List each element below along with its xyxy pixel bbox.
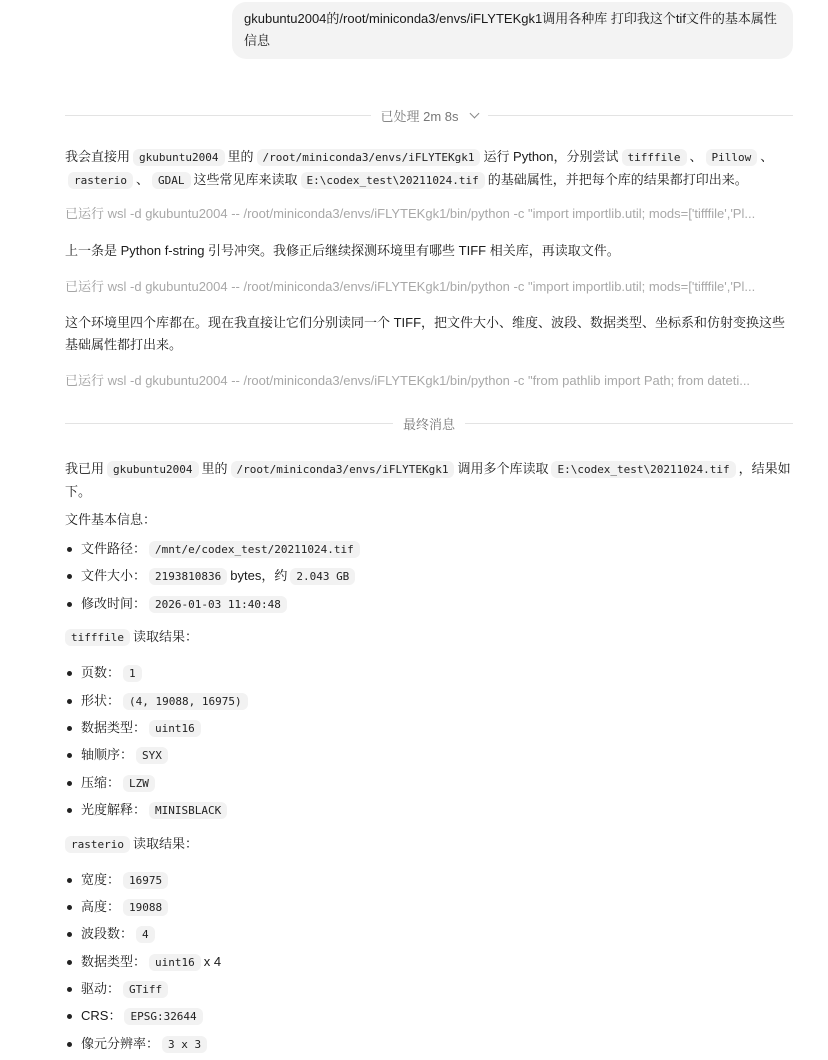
text: 宽度： [81,871,121,887]
final-message [65,458,793,1060]
list-item [65,1033,793,1060]
inline-code: (4, 19088, 16975) [123,693,248,710]
run-command-2[interactable] [65,277,793,297]
inline-code: /root/miniconda3/envs/iFLYTEKgk1 [257,149,481,166]
text: 轴顺序： [81,747,134,763]
text: 修改时间： [81,595,147,611]
inline-code: MINISBLACK [149,802,227,819]
text: 文件大小： [81,568,147,584]
text: wsl -d gkubuntu2004 -- /root/miniconda3/envs/iFLYTEKgk1/bin/python -c "import importlib.util; mods=['tifffile','Pl... [107,206,756,221]
inline-code: GDAL [152,172,191,189]
inline-code: 16975 [123,872,168,889]
assistant-message-3: 这个环境里四个库都在。现在我直接让它们分别读同一个 TIFF，把文件大小、维度、波段、数据类型、坐标系和仿射变换这些基础属性都打出来。 [65,315,786,352]
inline-code: /root/miniconda3/envs/iFLYTEKgk1 [231,461,455,478]
run-command-1[interactable] [65,204,793,224]
list-item [65,772,793,799]
list-item [65,565,793,592]
text: wsl -d gkubuntu2004 -- /root/miniconda3/envs/iFLYTEKgk1/bin/python -c "from pathlib import Path; from dateti... [107,373,751,388]
divider-line [465,423,793,424]
text: 数据类型： [81,953,147,969]
processed-divider [65,105,793,125]
text: 、 [760,149,774,164]
inline-code: 3 x 3 [162,1036,207,1053]
processed-toggle[interactable] [371,106,488,125]
inline-code: EPSG:32644 [124,1008,202,1025]
basic-info-list [65,538,793,620]
text: 里的 [201,461,228,476]
list-item [65,951,793,978]
inline-code: /mnt/e/codex_test/20211024.tif [149,541,360,558]
text: 已运行 [65,373,105,388]
text: CRS： [81,1008,122,1024]
text: 压缩： [81,774,121,790]
list-item [65,538,793,565]
inline-code: rasterio [65,836,130,853]
final-message-divider [65,413,793,433]
text: 光度解释： [81,802,147,818]
text: 最终消息 [403,416,456,432]
rasterio-heading [65,833,793,869]
tifffile-list [65,662,793,826]
text: 里的 [227,149,254,164]
chevron-down-icon [469,108,479,118]
text: x 4 [203,953,222,969]
text: 像元分辨率： [81,1035,160,1051]
text: 已运行 [65,206,105,221]
inline-code: uint16 [149,954,201,971]
list-item [65,799,793,826]
text: 我已用 [65,461,105,476]
inline-code: uint16 [149,720,201,737]
list-item [65,978,793,1005]
final-intro [65,458,793,503]
inline-code: gkubuntu2004 [133,149,224,166]
text: 驱动： [81,981,121,997]
list-item [65,662,793,689]
divider-line [65,115,371,116]
text: wsl -d gkubuntu2004 -- /root/miniconda3/envs/iFLYTEKgk1/bin/python -c "import importlib.util; mods=['tifffile','Pl... [107,279,756,294]
inline-code: E:\codex_test\20211024.tif [301,172,485,189]
inline-code: Pillow [706,149,758,166]
inline-code: gkubuntu2004 [107,461,198,478]
text: 、 [135,172,149,187]
text: 已运行 [65,279,105,294]
text: 数据类型： [81,719,147,735]
inline-code: 2026-01-03 11:40:48 [149,596,287,613]
text: 调用多个库读取 [457,461,549,476]
inline-code: 2193810836 [149,568,227,585]
inline-code: 2.043 GB [290,568,355,585]
text: 读取结果： [132,629,198,645]
list-item [65,744,793,771]
inline-code: GTiff [123,981,168,998]
inline-code: LZW [123,775,155,792]
list-item [65,593,793,620]
text: 这些常见库来读取 [193,172,298,187]
text: ，结果如下。 [65,461,791,499]
run-command-3[interactable] [65,371,793,391]
text: 形状： [81,692,121,708]
inline-code: 4 [136,926,155,943]
text: bytes，约 [230,568,288,584]
list-item [65,717,793,744]
basic-heading: 文件基本信息： [65,512,157,527]
text: 页数： [81,665,121,681]
inline-code: tifffile [622,149,687,166]
inline-code: tifffile [65,629,130,646]
inline-code: SYX [136,747,168,764]
inline-code: 19088 [123,899,168,916]
assistant-intro [65,146,793,192]
divider-line [488,115,794,116]
text: 、 [689,149,703,164]
text: 我会直接用 [65,149,131,164]
text: 波段数： [81,926,134,942]
text: 运行 Python，分别尝试 [483,149,619,164]
list-item [65,923,793,950]
rasterio-list [65,869,793,1060]
user-message: gkubuntu2004的/root/miniconda3/envs/iFLYTEKgk1调用各种库 打印我这个tif文件的基本属性信息 [232,2,793,59]
inline-code: E:\codex_test\20211024.tif [551,461,735,478]
tifffile-heading [65,626,793,662]
divider-line [65,423,393,424]
text: 高度： [81,898,121,914]
list-item [65,1005,793,1032]
text: 文件路径： [81,541,147,556]
text: 读取结果： [132,835,198,851]
assistant-message-2: 上一条是 Python f-string 引号冲突。我修正后继续探测环境里有哪些 TIFF 相关库，再读取文件。 [65,243,620,258]
inline-code: rasterio [68,172,133,189]
list-item [65,690,793,717]
inline-code: 1 [123,665,142,682]
text: 已处理 2m 8s [380,108,459,124]
text: 的基础属性，并把每个库的结果都打印出来。 [487,172,748,187]
list-item [65,869,793,896]
list-item [65,896,793,923]
